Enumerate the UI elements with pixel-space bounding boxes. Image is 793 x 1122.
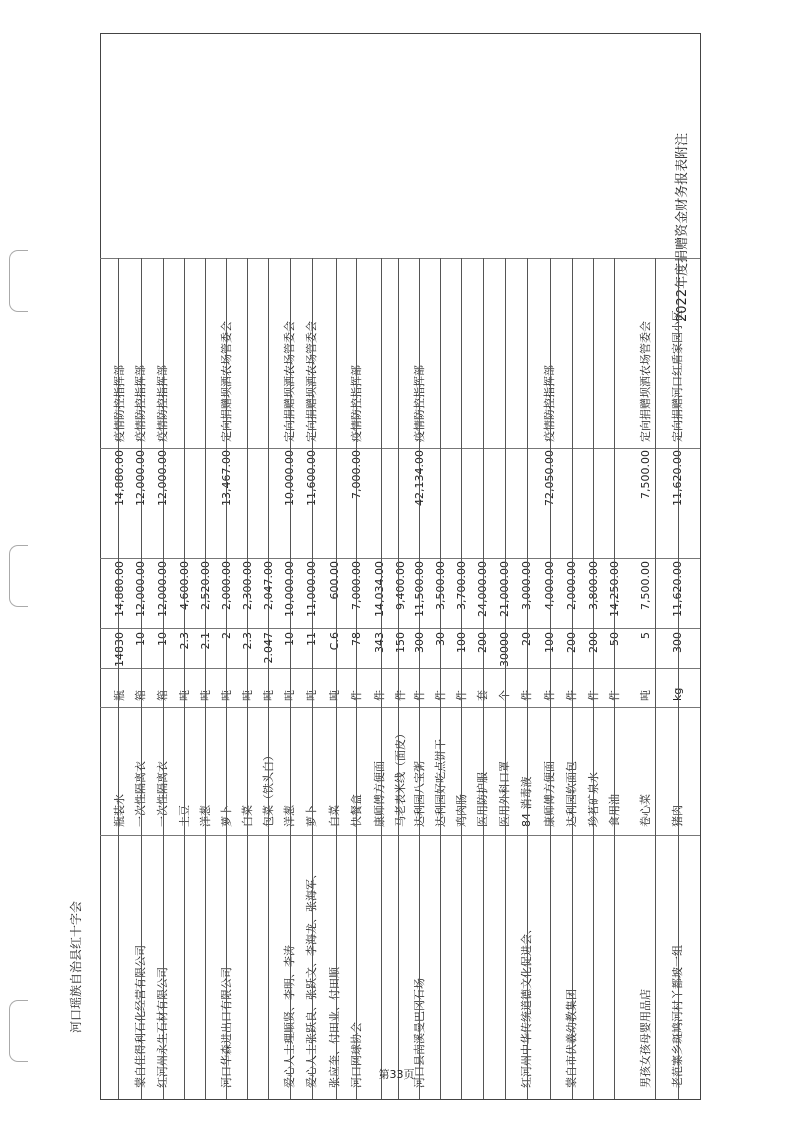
cell-qty: 100 [454,632,468,653]
cell-total: 10,000.00 [283,450,296,506]
cell-purpose: 定向捐赠坝洒农场管委会 [219,321,233,442]
cell-amount: 3,700.00 [454,561,468,610]
table-right-border [700,33,701,1100]
cell-item: 猪肉 [670,805,684,827]
cell-purpose: 定向捐赠坝洒农场管委会 [638,321,652,442]
row-separator [440,258,441,1099]
cell-donor: 男孩女孩母婴用品店 [638,989,652,1088]
row-separator [356,258,357,1099]
cell-unit: 件 [350,690,363,701]
row-separator [461,258,462,1099]
row-separator [268,258,269,1099]
cell-donor: 老范寨乡斑鸠河村丫都坡一组 [670,945,684,1088]
cell-unit: 套 [476,690,489,701]
column-separator [100,668,700,669]
row-separator [614,258,615,1099]
cell-qty: 343 [372,632,386,653]
cell-total: 12,000.00 [133,450,147,506]
cell-qty: 20 [520,632,533,646]
cell-total: 14,880.00 [113,450,126,506]
cell-amount: 11,620.00 [670,561,684,617]
row-separator [184,258,185,1099]
cell-qty: 300 [670,632,684,653]
cell-total: 72,050.00 [542,450,556,506]
cell-amount: 12,000.00 [156,561,169,617]
cell-amount: 11,000.00 [305,561,318,617]
cell-unit: 吨 [328,690,341,701]
cell-qty: 2 [219,632,233,639]
cell-qty: 5 [638,632,652,639]
cell-unit: 件 [372,690,386,701]
cell-amount: 7,500.00 [638,561,652,610]
row-separator [118,258,119,1099]
cell-amount: 21,000.00 [498,561,511,617]
cell-item: 土豆 [177,805,191,827]
cell-amount: 14,880.00 [113,561,126,617]
row-separator [336,258,337,1099]
row-separator [163,258,164,1099]
cell-item: 洋葱 [198,805,212,827]
cell-item: 萝卜 [219,805,233,827]
cell-qty: 11 [305,632,318,646]
cell-amount: 2,520.00 [198,561,212,610]
cell-unit: 吨 [638,690,652,701]
cell-unit: 件 [393,690,407,701]
cell-item: 84 消毒液 [520,776,533,827]
cell-total: 42,134.00 [412,450,426,506]
cell-unit: 吨 [198,690,212,701]
column-separator [100,707,700,708]
binding-mark-bottom [9,1000,28,1062]
column-separator [100,448,700,449]
cell-qty: 2.3 [177,632,191,650]
cell-unit: 瓶 [113,690,126,701]
cell-donor: 蒙自市伏羲幼教集团 [565,989,578,1088]
cell-item: 康师傅方便面 [372,761,386,827]
cell-qty: 30000 [498,632,511,667]
cell-purpose: 疫情防控指挥部 [156,365,169,442]
cell-amount: 4,000.00 [542,561,556,610]
cell-total: 13,467.00 [219,450,233,506]
cell-qty: 30 [433,632,447,646]
cell-unit: 吨 [240,690,254,701]
cell-item: 卷心菜 [638,794,652,827]
cell-item: 快餐盒 [350,794,363,827]
cell-total: 7,000.00 [350,450,363,499]
binding-mark-middle [9,545,28,607]
cell-unit: 吨 [261,690,275,701]
cell-unit: 件 [586,690,600,701]
cell-donor: 爱心人士理顺贤、李明、李涛 [283,945,296,1088]
cell-amount: 2,300.00 [240,561,254,610]
row-separator [593,258,594,1099]
row-separator [572,258,573,1099]
cell-item: 一次性隔离衣 [156,761,169,827]
row-separator [483,258,484,1099]
row-separator [550,258,551,1099]
cell-item: 白菜 [240,805,254,827]
cell-amount: 11,500.00 [412,561,426,617]
row-separator [655,258,656,1099]
cell-item: 食用油 [607,794,621,827]
cell-purpose: 定向捐赠坝洒农场管委会 [283,321,296,442]
cell-total: 7,500.00 [638,450,652,499]
cell-qty: 50 [607,632,621,646]
row-separator [381,258,382,1099]
cell-item: 医用防护服 [476,772,489,827]
cell-qty: 200 [586,632,600,653]
cell-qty: 2.3 [240,632,254,650]
cell-item: 达利园软面包 [565,761,578,827]
cell-item: 达利园好吃点饼干 [433,739,447,827]
cell-total: 12,000.00 [156,450,169,506]
cell-item: 萝卜 [305,805,318,827]
cell-unit: 件 [542,690,556,701]
cell-unit: 件 [565,690,578,701]
column-separator [100,628,700,629]
cell-donor: 红河州中华传统道德文化促进会、 [520,923,533,1088]
cell-amount: 12,000.00 [133,561,147,617]
cell-donor: 爱心人士张跃良、张跃文、李海龙、张海军、 [305,868,318,1088]
cell-donor: 红河州永生石材有限公司 [156,967,169,1088]
cell-donor: 张应奎、付田业、付田顺 [328,967,341,1088]
cell-item: 白菜 [328,805,341,827]
cell-qty: C.6 [328,632,341,651]
cell-amount: 24,000.00 [476,561,489,617]
row-separator [205,258,206,1099]
cell-unit: 件 [520,690,533,701]
cell-purpose: 疫情防控指挥部 [113,365,126,442]
row-separator [527,258,528,1099]
cell-amount: 14,034.00 [372,561,386,617]
cell-purpose: 定向捐赠坝洒农场管委会 [305,321,318,442]
table-bottom-border [100,1099,700,1100]
cell-qty: 2.1 [198,632,212,650]
cell-qty: 14830 [113,632,126,667]
cell-qty: 78 [350,632,363,646]
cell-unit: 箱 [156,690,169,701]
cell-item: 一次性隔离衣 [133,761,147,827]
cell-unit: 个 [498,690,511,701]
cell-qty: 300 [412,632,426,653]
cell-total: 11,620.00 [670,450,684,506]
cell-purpose: 疫情防控指挥部 [133,365,147,442]
cell-qty: 100 [542,632,556,653]
cell-purpose: 疫情防控指挥部 [350,365,363,442]
cell-amount: 2,000.00 [565,561,578,610]
row-separator [312,258,313,1099]
cell-item: 珍茗矿泉水 [586,772,600,827]
cell-unit: 吨 [219,690,233,701]
cell-qty: 200 [565,632,578,653]
cell-purpose: 疫情防控指挥部 [412,365,426,442]
cell-qty: 10 [133,632,147,646]
cell-item: 包菜（铁头白） [261,750,275,827]
cell-amount: 10,000.00 [283,561,296,617]
cell-unit: 件 [607,690,621,701]
cell-item: 鸡肉肠 [454,794,468,827]
cell-qty: 10 [283,632,296,646]
cell-item: 康师傅方便面 [542,761,556,827]
table-left-border [100,33,101,1100]
cell-purpose: 定向捐赠河口红盾家园小区 [670,310,684,442]
cell-donor: 河口网球协会 [350,1022,363,1088]
cell-amount: 600.00 [328,561,341,600]
cell-item: 洋葱 [283,805,296,827]
cell-donor: 蒙自佳得利石化经营有限公司 [133,945,147,1088]
cell-amount: 14,250.00 [607,561,621,617]
row-separator [505,258,506,1099]
row-separator [141,258,142,1099]
cell-total: 11,600.00 [305,450,318,506]
table-top-border [100,33,700,34]
column-separator [100,258,700,259]
cell-amount: 3,000.00 [520,561,533,610]
report-title: 2022年度捐赠资金财务报表附注 [675,132,690,322]
cell-item: 医用外科口罩 [498,761,511,827]
cell-item: 瓶装水 [113,794,126,827]
cell-qty: 150 [393,632,407,653]
cell-amount: 7,000.00 [350,561,363,610]
cell-qty: 10 [156,632,169,646]
cell-unit: 件 [412,690,426,701]
cell-amount: 3,800.00 [586,561,600,610]
row-separator [226,258,227,1099]
cell-amount: 2,047.00 [261,561,275,610]
cell-unit: 吨 [305,690,318,701]
cell-amount: 4,600.00 [177,561,191,610]
cell-unit: 件 [454,690,468,701]
cell-unit: 件 [433,690,447,701]
binding-mark-top [9,250,28,312]
cell-unit: kg [670,687,684,701]
row-separator [398,258,399,1099]
cell-donor: 河口县南溪曼巴冈石场 [412,978,426,1088]
cell-item: 马老表米线（面皮） [393,728,407,827]
cell-qty: 200 [476,632,489,653]
cell-qty: 2.047 [261,632,275,664]
column-separator [100,835,700,836]
cell-unit: 吨 [283,690,296,701]
column-separator [100,558,700,559]
row-separator [290,258,291,1099]
cell-amount: 2,000.00 [219,561,233,610]
row-separator [247,258,248,1099]
cell-item: 达利园八宝粥 [412,761,426,827]
organization-name: 河口瑶族自治县红十字会 [69,900,83,1033]
cell-purpose: 疫情防控指挥部 [542,365,556,442]
cell-unit: 箱 [133,690,147,701]
cell-amount: 9,400.00 [393,561,407,610]
row-separator [419,258,420,1099]
cell-donor: 河口华森进出口有限公司 [219,967,233,1088]
cell-unit: 吨 [177,690,191,701]
row-separator [678,258,679,1099]
cell-amount: 3,500.00 [433,561,447,610]
page-number: 第33页 [378,1068,415,1081]
